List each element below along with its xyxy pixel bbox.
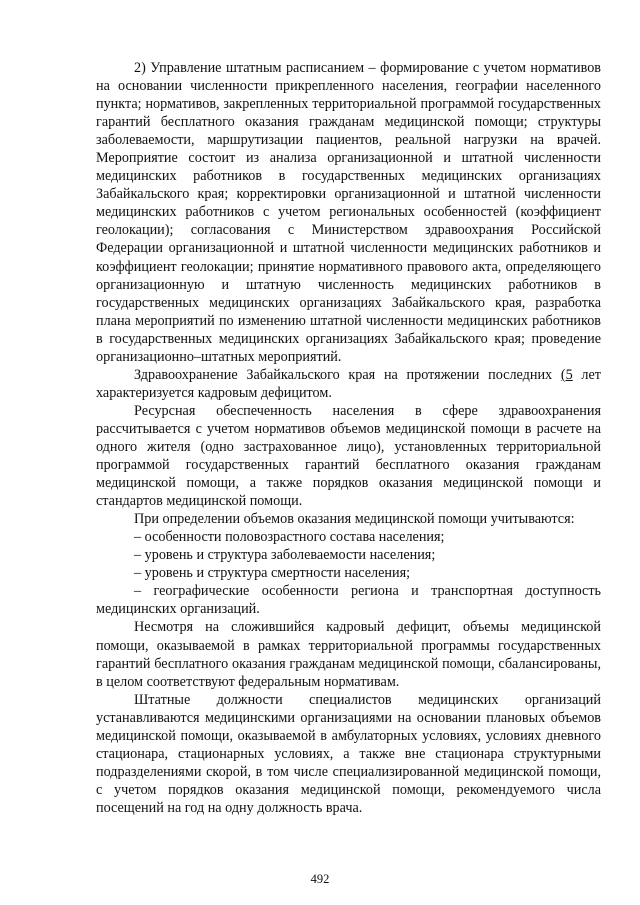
document-body <box>96 59 601 817</box>
underlined-years: (5 <box>560 366 573 383</box>
paragraph-staffing-management: 2) Управление штатным расписанием – формирование с учетом нормативов на основании численности прикрепленного населения, географии населенного пункта; нормативов, закрепленных территориальной программой государственных гарантий бесплатного оказания гражданам медицинской помощи; структуры заболеваемости, маршрутизации пациентов, реальной нагрузки на врачей. Мероприятие состоит из анализа организационной и штатной численности медицинских работников в государственных медицинских организациях Забайкальского края; корректировки организационной и штатной численности медицинских работников с учетом региональных особенностей (коэффициент геолокации); согласования с Министерством здравоохрания Российской Федерации организационной и штатной численности медицинских работников и коэффициент геолокации; принятие нормативного правового акта, определяющего организационную и штатную численность медицинских работников в государственных медицинских организациях Забайкальского края, разработка плана мероприятий по изменению штатной численности медицинских работников в государственных медицинских организациях Забайкальского края; проведение организационно–штатных мероприятий. <box>96 60 601 365</box>
list-item-morbidity: – уровень и структура заболеваемости населения; <box>134 547 436 564</box>
list-item-age-sex: – особенности половозрастного состава населения; <box>134 529 445 546</box>
page-number: 492 <box>310 872 330 886</box>
paragraph-staff-deficit <box>96 366 601 402</box>
paragraph-staff-deficit-start: Здравоохранение Забайкальского края на протяжении последних <box>134 366 561 383</box>
paragraph-staff-positions: Штатные должности специалистов медицинских организаций устанавливаются медицинскими организациями на основании плановых объемов медицинской помощи, оказываемой в амбулаторных условиях, условиях дневного стационара, стационарных условиях, а также вне стационара структурными подразделениями скорой, в том числе специализированной медицинской помощи, с учетом порядков оказания медицинской помощи, рекомендуемого числа посещений на год на одну должность врача. <box>96 691 601 816</box>
paragraph-balanced-volumes: Несмотря на сложившийся кадровый дефицит, объемы медицинской помощи, оказываемой в рамках территориальной программы государственных гарантий бесплатного оказания гражданам медицинской помощи, сбалансированы, в целом соответствуют федеральным нормативам. <box>96 619 601 690</box>
list-item-geography: – географические особенности региона и транспортная доступность медицинских организаций. <box>96 583 601 618</box>
list-item-mortality: – уровень и структура смертности населения; <box>134 565 411 582</box>
paragraph-resource-provision: Ресурсная обеспеченность населения в сфере здравоохранения рассчитывается с учетом нормативов объемов медицинской помощи в расчете на одного жителя (одно застрахованное лицо), установленных территориальной программой государственных гарантий бесплатного оказания гражданам медицинской помощи, а также порядков оказания медицинской помощи и стандартов медицинской помощи. <box>96 402 601 510</box>
paragraph-staff-deficit-end: лет характеризуется кадровым дефицитом. <box>96 366 602 401</box>
paragraph-volume-criteria: При определении объемов оказания медицинской помощи учитываются: <box>134 511 575 528</box>
